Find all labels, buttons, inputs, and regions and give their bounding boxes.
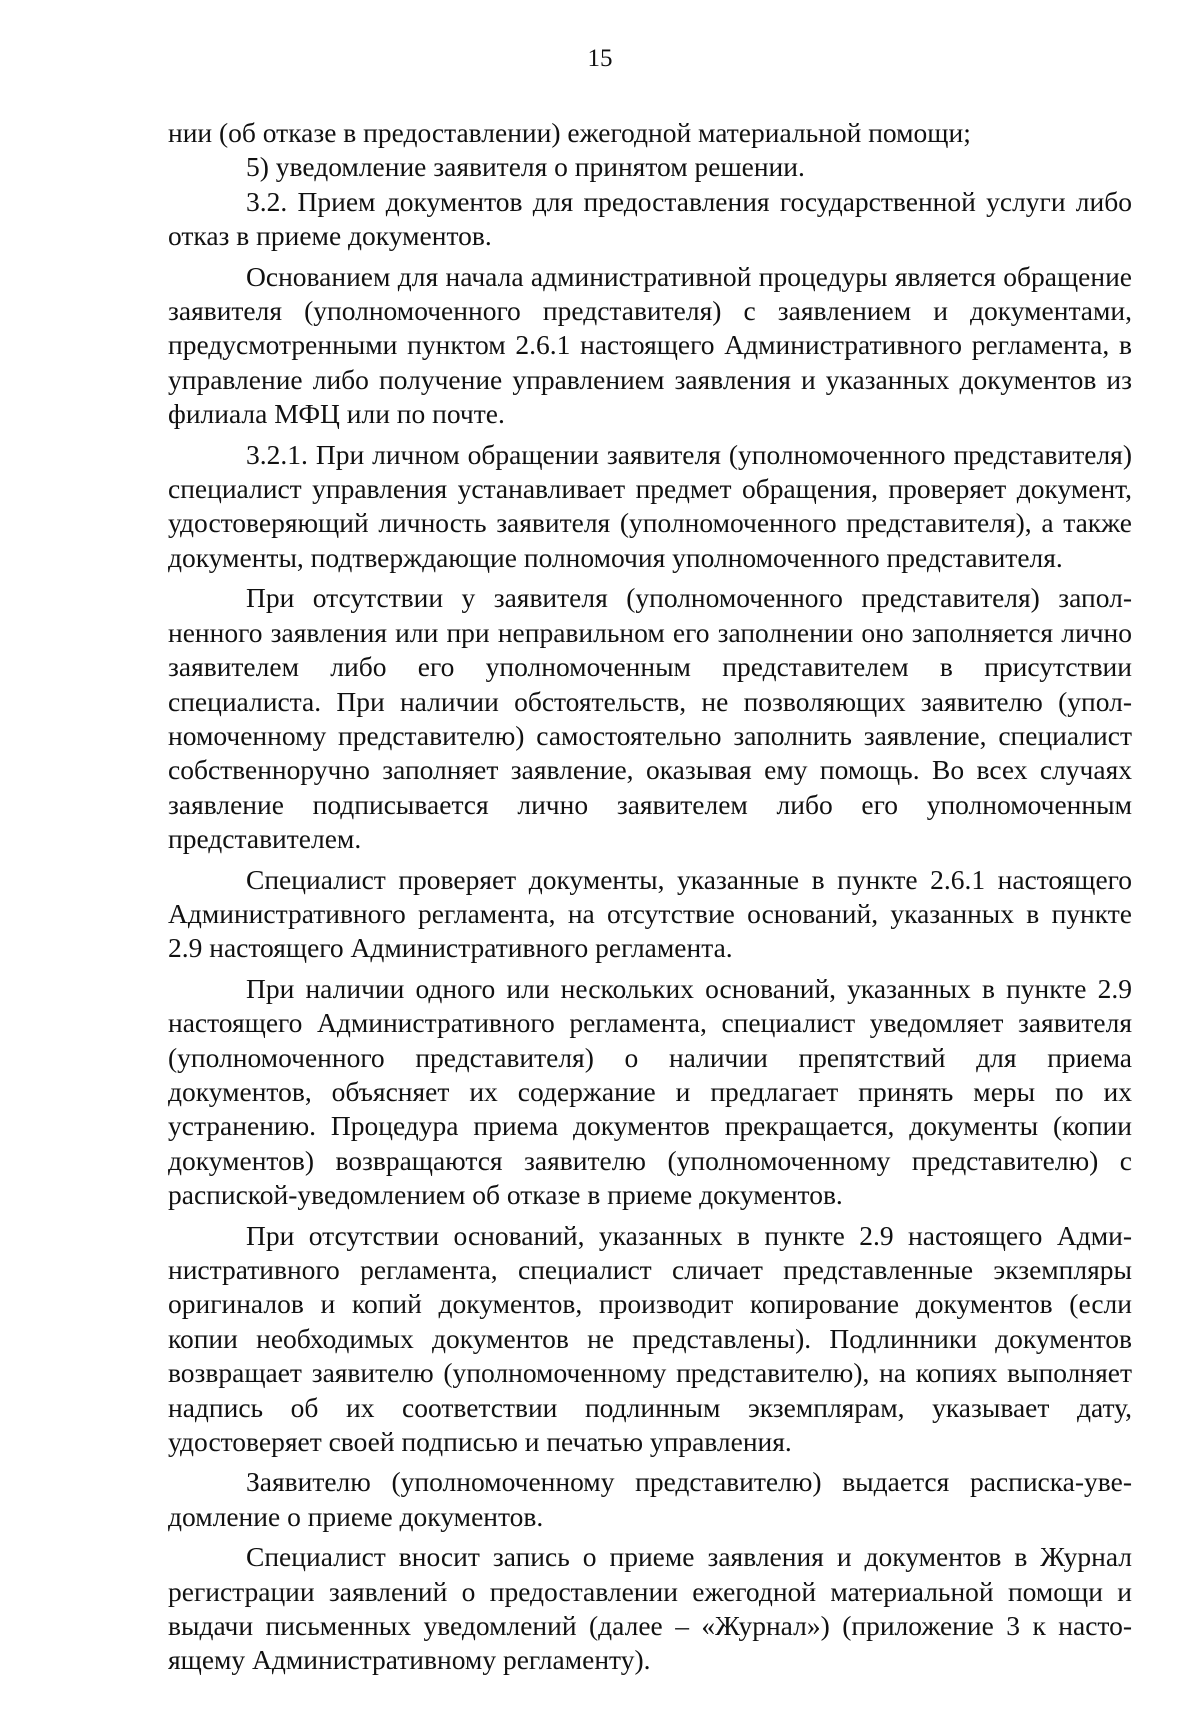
paragraph-continuation: нии (об отказе в предоставлении) ежегодной материальной помощи; [168,117,971,148]
document-body [168,116,1132,1678]
paragraph-grounds-present: При наличии одного или нескольких оснований, указанных в пункте 2.9 настоящего Административного регламента, специалист уведомляет заявителя (уполномоченного представителя) о наличии препятствий для приема документов, объясняет их содержание и предлагает принять меры по их устранению. Процедура приема документов прекращается, документы (копии документов) возвращаются заявителю (уполномоченному представителю) с распиской-уведомлением об отказе в приеме документов. [168,972,1132,1211]
paragraph-list-item-5: 5) уведомление заявителя о принятом решении. [246,151,805,183]
page-number: 15 [587,45,613,72]
paragraph-section-3-2: 3.2. Прием документов для предоставления государственной услуги либо отказ в приеме документов. [168,185,1132,252]
paragraph-basis: Основанием для начала административной процедуры является обращение заявителя (уполномоченного представителя) с заявлением и документами, предусмотренными пунктом 2.6.1 настоящего Административного регламента, в управление либо получение управлением заявления и указанных документов из филиала МФЦ или по почте. [168,260,1132,430]
paragraph-grounds-absent: При отсутствии оснований, указанных в пункте 2.9 настоящего Административного регламента, специалист сличает представленные экземпляры оригиналов и копий документов, производит копирование документов (если копии необходимых документов не представлены). Подлинники документов возвращает заявителю (уполномоченному представителю), на копиях выполняет надпись об их соответствии подлинным экземплярам, указывает дату, удостоверяет своей подписью и печатью управления. [168,1219,1132,1458]
paragraph-section-3-2-1: 3.2.1. При личном обращении заявителя (уполномоченного представителя) специалист управления устанавливает предмет обращения, проверяет документ, удостоверяющий личность заявителя (уполномоченного представителя), а также документы, подтверждающие полномочия уполномоченного представителя. [168,438,1132,573]
paragraph-document-check: Специалист проверяет документы, указанные в пункте 2.6.1 настоящего Административного регламента, на отсутствие оснований, указанных в пункте 2.9 настоящего Административного регламента. [168,863,1132,964]
paragraph-journal-entry: Специалист вносит запись о приеме заявления и документов в Журнал регистрации заявлений о предоставлении ежегодной материальной помощи и выдачи письменных уведомлений (далее – «Журнал») (приложение 3 к настоящему Административному регламенту). [168,1541,1132,1676]
paragraph-absence-of-application: При отсутствии у заявителя (уполномоченного представителя) заполненного заявления или при неправильном его заполнении оно заполняется лично заявителем либо его уполномоченным представителем в присутствии специалиста. При наличии обстоятельств, не позволяющих заявителю (уполномоченному представителю) самостоятельно заполнить заявление, специалист собственноручно заполняет заявление, оказывая ему помощь. Во всех случаях заявление подписывается лично заявителем либо его уполномоченным представителем. [168,582,1132,855]
paragraph-receipt: Заявителю (уполномоченному представителю) выдается расписка-уведомление о приеме документов. [168,1466,1132,1532]
